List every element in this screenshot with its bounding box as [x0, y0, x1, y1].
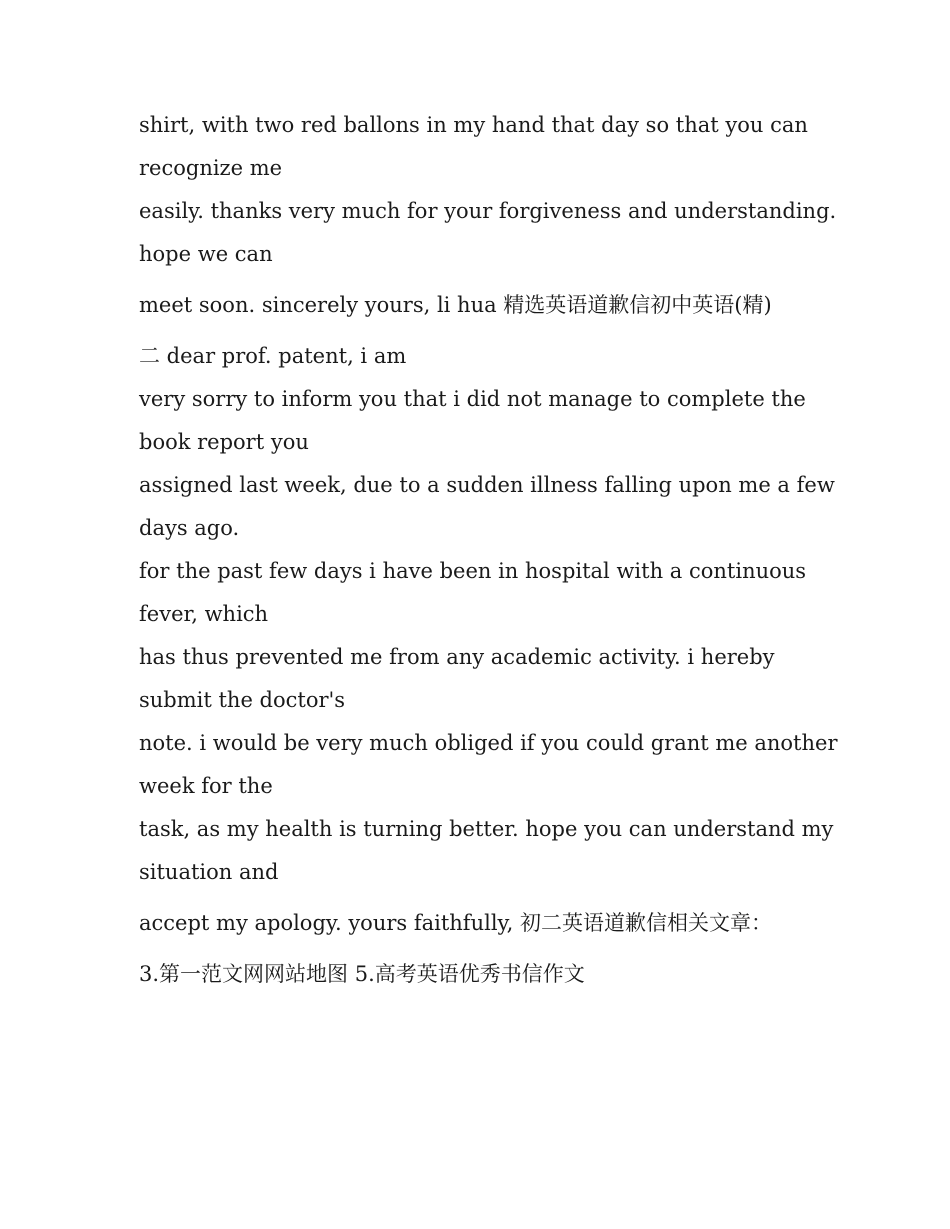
text-line: very sorry to inform you that i did not manage to complete the: [139, 387, 806, 411]
related-articles-links[interactable]: 3.第一范文网网站地图 5.高考英语优秀书信作文: [139, 962, 585, 986]
text-line: shirt, with two red ballons in my hand that day so that you can: [139, 113, 808, 137]
text-line: easily. thanks very much for your forgiveness and understanding.: [139, 199, 837, 223]
text-line: book report you: [139, 430, 309, 454]
text-line: hope we can: [139, 242, 273, 266]
text-line: situation and: [139, 860, 279, 884]
text-line: recognize me: [139, 156, 283, 180]
text-line: has thus prevented me from any academic activity. i hereby: [139, 645, 775, 669]
text-line: submit the doctor's: [139, 688, 346, 712]
text-line: task, as my health is turning better. hope you can understand my: [139, 817, 834, 841]
text-line: days ago.: [139, 516, 240, 540]
text-line: for the past few days i have been in hospital with a continuous: [139, 559, 807, 583]
text-line: meet soon. sincerely yours, li hua 精选英语道歉信初中英语(精): [139, 293, 772, 317]
text-line: week for the: [139, 774, 273, 798]
text-line: fever, which: [139, 602, 269, 626]
text-line: accept my apology. yours faithfully, 初二英语道歉信相关文章：: [139, 911, 772, 935]
text-line: 二 dear prof. patent, i am: [139, 344, 407, 368]
text-line: note. i would be very much obliged if you could grant me another: [139, 731, 838, 755]
text-line: assigned last week, due to a sudden illness falling upon me a few: [139, 473, 835, 497]
letter-body: [139, 104, 838, 996]
